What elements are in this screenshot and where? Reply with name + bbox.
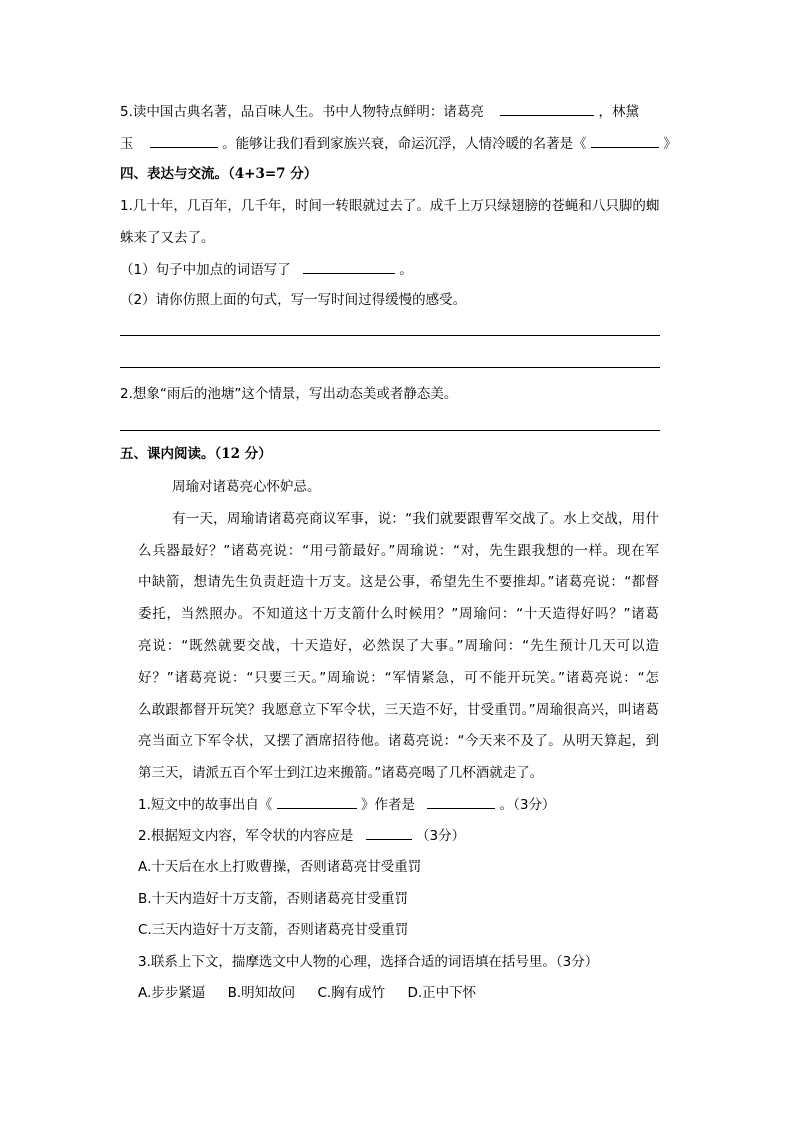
s5-q2	[138, 825, 465, 846]
s5-q2-option-a: A.十天后在水上打败曹操，否则诸葛亮甘受重罚	[138, 859, 422, 875]
s5-q2-blank[interactable]	[366, 825, 412, 840]
q5-head: 玉	[120, 136, 134, 152]
s4-q1-line1: 1.几十年，几百年，几千年，时间一转眼就过去了。成千上万只绿翅膀的苍蝇和八只脚的蜘	[120, 198, 660, 214]
q5-line1	[120, 101, 639, 122]
s4-q1-sub1-text: （1）句子中加点的词语写了	[120, 262, 291, 278]
passage-line: 好？”诸葛亮说：“只要三天。”周瑜说：“军情紧急，可不能开玩笑。”诸葛亮说：“怎	[138, 670, 659, 686]
q5-text: 5.读中国古典名著，品百味人生。书中人物特点鲜明：诸葛亮	[120, 104, 484, 120]
s4-q2: 2.想象“雨后的池塘”这个情景，写出动态美或者静态美。	[120, 386, 458, 402]
s5-q1-text-c: 。（3分）	[499, 797, 556, 813]
s4-q1-sub1-tail: 。	[399, 262, 413, 278]
passage-line: 委托，当然照办。不知道这十万支箭什么时候用？”周瑜问：“十天造得好吗？”诸葛	[138, 606, 659, 622]
passage-line: 么敢跟都督开玩笑？我愿意立下军令状，三天造不好，甘受重罚。”周瑜很高兴，叫诸葛	[138, 702, 659, 718]
section5-title: 五、课内阅读。（12 分）	[120, 446, 272, 462]
s4-q1-line2: 蛛来了又去了。	[120, 230, 215, 246]
passage-line: 亮说：“既然就要交战，十天造好，必然误了大事。”周瑜问：“先生预计几天可以造	[138, 638, 659, 654]
s4-q1-sub1	[120, 259, 413, 280]
s5-q1-blank-book[interactable]	[277, 794, 357, 809]
s5-q3-option-a: A.步步紧逼	[138, 985, 206, 1001]
s4-q1-sub1-blank[interactable]	[303, 259, 395, 274]
q5-tail: ，林黛	[598, 104, 639, 120]
passage-line: 第三天，请派五百个军士到江边来搬箭。”诸葛亮喝了几杯酒就走了。	[138, 765, 544, 781]
s5-q1	[138, 794, 555, 815]
passage-line: 有一天，周瑜请诸葛亮商议军事，说：“我们就要跟曹军交战了。水上交战，用什	[172, 511, 659, 527]
s5-q2-points: （3分）	[415, 828, 466, 844]
s5-q1-text-a: 1.短文中的故事出自《	[138, 797, 273, 813]
s5-q3-options	[138, 983, 476, 1003]
passage-line: 么兵器最好？”诸葛亮说：“用弓箭最好。”周瑜说：“对，先生跟我想的一样。现在军	[138, 543, 659, 559]
s4-q1-sub2: （2）请你仿照上面的句式，写一写时间过得缓慢的感受。	[120, 292, 467, 308]
q5-blank-book[interactable]	[591, 133, 659, 148]
q5-blank-zhugeliang[interactable]	[500, 101, 594, 116]
s5-q2-option-b: B.十天内造好十万支箭，否则诸葛亮甘受重罚	[138, 891, 409, 907]
s5-q3-option-b: B.明知故问	[227, 985, 296, 1001]
passage-line: 亮当面立下军令状，又摆了酒席招待他。诸葛亮说：“今天来不及了。从明天算起，到	[138, 733, 659, 749]
s5-q2-text: 2.根据短文内容，军令状的内容应是	[138, 828, 354, 844]
passage-line: 中缺箭，想请先生负责赶造十万支。这是公事，希望先生不要推却。”诸葛亮说：“都督	[138, 574, 659, 590]
s5-q3-option-c: C.胸有成竹	[317, 985, 386, 1001]
answer-line[interactable]	[120, 367, 660, 368]
q5-tail2: 》	[663, 136, 677, 152]
s5-q1-blank-author[interactable]	[427, 794, 495, 809]
answer-line[interactable]	[120, 335, 660, 336]
section4-title: 四、表达与交流。（4+3=7 分）	[120, 166, 318, 182]
answer-line[interactable]	[120, 430, 660, 431]
q5-blank-lindaiyu[interactable]	[150, 133, 218, 148]
q5-line2	[120, 133, 677, 154]
passage-line: 周瑜对诸葛亮心怀妒忌。	[172, 479, 321, 495]
s5-q2-option-c: C.三天内造好十万支箭，否则诸葛亮甘受重罚	[138, 922, 409, 938]
s5-q3: 3.联系上下文，揣摩选文中人物的心理，选择合适的词语填在括号里。（3分）	[138, 954, 599, 970]
s5-q3-option-d: D.正中下怀	[407, 985, 477, 1001]
s5-q1-text-b: 》作者是	[360, 797, 415, 813]
q5-text2: 。能够让我们看到家族兴衰，命运沉浮，人情冷暖的名著是《	[222, 136, 587, 152]
